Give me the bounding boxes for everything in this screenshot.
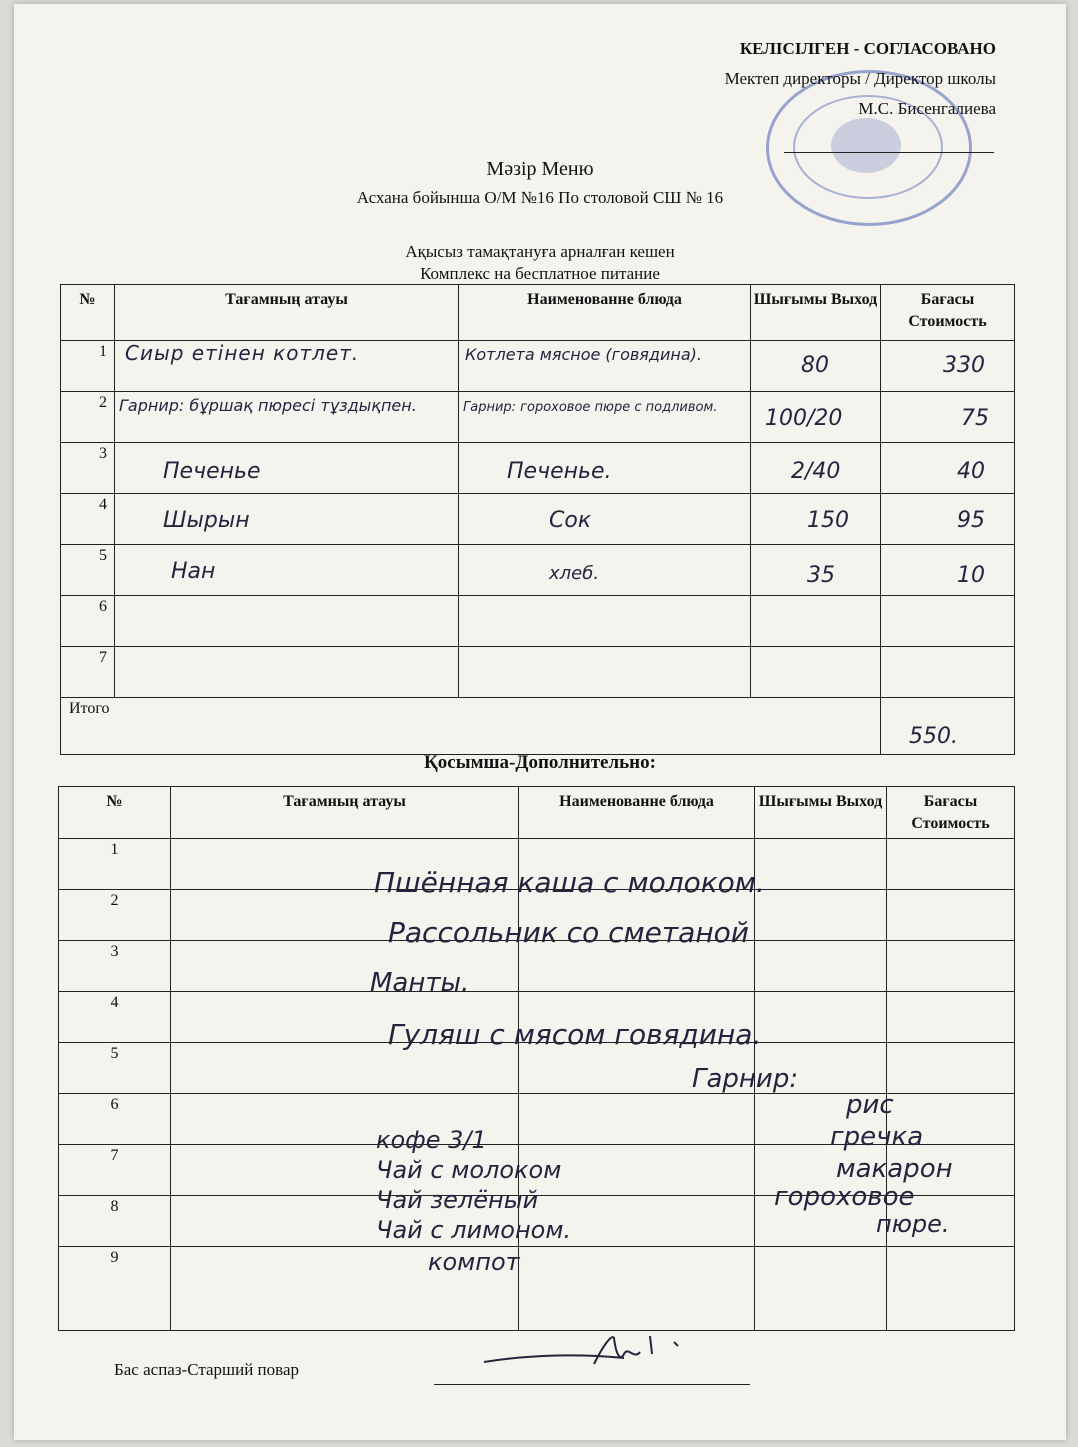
header-price: Бағасы Стоимость <box>881 285 1015 341</box>
menu-title: Мәзір Меню <box>486 158 594 180</box>
table-row: 9 <box>59 1247 1015 1331</box>
drink-item: компот <box>428 1248 520 1276</box>
header-name-kz: Тағамның атауы <box>115 285 459 341</box>
chef-label: Бас аспаз-Старший повар <box>114 1360 299 1379</box>
approval-position: Мектеп директоры / Директор школы <box>724 69 996 88</box>
drink-item: Чай с молоком <box>376 1156 562 1184</box>
table-row: 4 <box>59 992 1015 1043</box>
drink-item: кофе 3/1 <box>376 1126 487 1154</box>
main-menu-table <box>60 284 1015 755</box>
header-number: № <box>61 285 115 341</box>
garnish-item: рис <box>846 1090 894 1120</box>
total-value: 550. <box>909 724 958 749</box>
table-row: 3 <box>59 941 1015 992</box>
table-row: 1 <box>59 839 1015 890</box>
total-label: Итого <box>61 698 881 755</box>
table-row: 2 <box>59 890 1015 941</box>
table-row: 6 <box>59 1094 1015 1145</box>
header-number: № <box>59 787 171 839</box>
drink-item: Чай зелёный <box>376 1186 539 1214</box>
garnish-label: Гарнир: <box>692 1064 799 1094</box>
canteen-title: Асхана бойынша О/М №16 По столовой СШ № 16 <box>356 188 724 207</box>
table-row: 2 Гарнир: бұршақ пюресі тұздықпен. Гарнир: гороховое пюре с подливом. 100/20 75 <box>61 392 1015 443</box>
extra-line-1: Пшённая каша с молоком. <box>374 866 765 899</box>
garnish-item: макарон <box>836 1154 953 1184</box>
garnish-item: гороховое <box>774 1182 915 1212</box>
header-output: Шығымы Выход <box>751 285 881 341</box>
table-row: 7 <box>59 1145 1015 1196</box>
extra-line-2: Рассольник со сметаной <box>388 916 749 949</box>
header-name-kz: Тағамның атауы <box>171 787 519 839</box>
extra-line-3: Манты. <box>370 968 470 998</box>
header-price: Бағасы Стоимость <box>887 787 1015 839</box>
chef-signature-line <box>434 1384 750 1385</box>
table-header <box>61 285 1015 341</box>
table-row: 1 Сиыр етінен котлет. Котлета мясное (говядина). 80 330 <box>61 341 1015 392</box>
approval-title: КЕЛІСІЛГЕН - СОГЛАСОВАНО <box>739 39 996 58</box>
table-row: 7 <box>61 647 1015 698</box>
header-name-ru: Наименованне блюда <box>459 285 751 341</box>
header-output: Шығымы Выход <box>755 787 887 839</box>
complex-title-kz: Ақысыз тамақтануға арналған кешен <box>405 242 675 261</box>
garnish-item: пюре. <box>876 1210 950 1238</box>
garnish-item: гречка <box>830 1122 924 1152</box>
extra-line-4: Гуляш с мясом говядина. <box>388 1018 762 1051</box>
table-header <box>59 787 1015 839</box>
approval-signature-line <box>784 152 994 153</box>
table-row: 3 Печенье Печенье. 2/40 40 <box>61 443 1015 494</box>
table-row: 4 Шырын Сок 150 95 <box>61 494 1015 545</box>
complex-title-ru: Комплекс на бесплатное питание <box>420 264 660 283</box>
table-row: 5 Нан хлеб. 35 10 <box>61 545 1015 596</box>
extra-title: Қосымша-Дополнительно: <box>424 752 656 773</box>
table-row: 6 <box>61 596 1015 647</box>
approval-name: М.С. Бисенгалиева <box>858 99 996 118</box>
menu-document <box>14 4 1066 1440</box>
table-row: 5 <box>59 1043 1015 1094</box>
header-name-ru: Наименованне блюда <box>519 787 755 839</box>
chef-signature <box>474 1324 694 1374</box>
table-total-row <box>61 698 1015 755</box>
drink-item: Чай с лимоном. <box>376 1216 572 1244</box>
table-row: 8 <box>59 1196 1015 1247</box>
